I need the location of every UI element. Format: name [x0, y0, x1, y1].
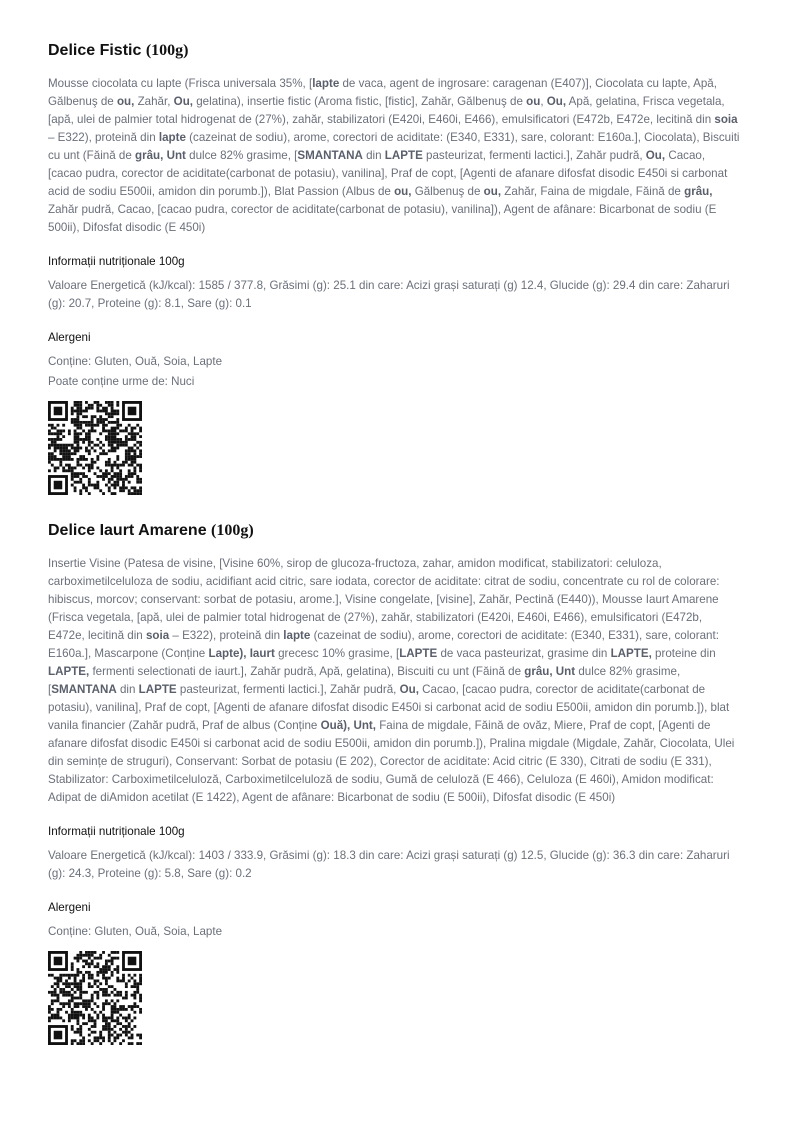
product-delice-fistic: [48, 40, 742, 495]
allergens-contains: Conține: Gluten, Ouă, Soia, Lapte: [48, 355, 223, 368]
product-title: [48, 520, 742, 542]
nutrition-title: Informații nutriționale 100g: [48, 255, 185, 268]
qr-code[interactable]: [48, 401, 142, 495]
allergens-title: Alergeni: [48, 901, 91, 914]
qr-code[interactable]: [48, 951, 142, 1045]
product-delice-iaurt-amarene: [48, 520, 742, 1045]
allergens-title: Alergeni: [48, 331, 91, 344]
nutrition-values: Valoare Energetică (kJ/kcal): 1585 / 377.8, Grăsimi (g): 25.1 din care: Acizi grași saturați (g) 12.4, Glucide (g): 29.4 din care: Zaharuri (g): 20.7, Proteine (g): 8.1, Sare (g): 0.1: [48, 279, 730, 310]
allergens-traces: Poate conține urme de: Nuci: [48, 375, 195, 388]
ingredients-text: Mousse ciocolata cu lapte (Frisca universala 35%, [lapte de vaca, agent de ingrosare: caragenan (E407)], Ciocolata cu lapte, Apă, Gălbenuş de ou, Zahăr, Ou, gelatina), insertie fistic (Aroma fistic, [fistic], Zahăr, Gălbenuş de ou, Ou, Apă, gelatina, Frisca vegetala, [apă, ulei de palmier total hidrogenat de (27%), zahăr, stabilizatori (E420i, E460i, E466), emulsificatori (E472b, E472e, lecitină din soia – E322), proteină din lapte (cazeinat de sodiu), arome, corectori de aciditate: (E340, E331), sare, colorant: E160a.], Ciocolata), Biscuiti cu unt (Făină de grâu, Unt dulce 82% grasime, [SMANTANA din LAPTE pasteurizat, fermenti lactici.], Zahăr pudră, Ou, Cacao, [cacao pudra, corector de aciditate(carbonat de potasiu), vanilina], Praf de copt, [Agenti de afanare difosfat disodic E450i si carbonat acid de sodiu E500ii, amidon din porumb.]), Blat Passion (Albus de ou, Gălbenuş de ou, Zahăr, Faina de migdale, Făină de grâu, Zahăr pudră, Cacao, [cacao pudra, corector de aciditate(carbonat de potasiu), vanilina]), Agent de afânare: Bicarbonat de sodiu (E 500ii), Difosfat disodic (E 450i): [48, 77, 740, 234]
ingredients-text: Insertie Visine (Patesa de visine, [Visine 60%, sirop de glucoza-fructoza, zahar, amidon modificat, stabilizatori: celuloza, carboximetilceluloza de sodiu, acidifiant acid citric, sare iodata, corector de aciditate: citrat de sodiu, concentrate cu rol de colorare: hibiscus, morcov; conservant: sorbat de potasiu, arome.], Visine congelate, [visine], Zahăr, Pectină (E440)), Mousse Iaurt Amarene (Frisca vegetala, [apă, ulei de palmier total hidrogenat de (27%), zahăr, stabilizatori (E420i, E460i, E466), emulsificatori (E472b, E472e, lecitină din soia – E322), proteină din lapte (cazeinat de sodiu), arome, corectori de aciditate: (E340, E331), sare, colorant: E160a.], Mascarpone (Conține Lapte), Iaurt grecesc 10% grasime, [LAPTE de vaca pasteurizat, grasime din LAPTE, proteine din LAPTE, fermenti selectionati de iaurt.], Zahăr pudră, Apă, gelatina), Biscuiti cu unt (Făină de grâu, Unt dulce 82% grasime, [SMANTANA din LAPTE pasteurizat, fermenti lactici.], Zahăr pudră, Ou, Cacao, [cacao pudra, corector de aciditate(carbonat de potasiu), vanilina], Praf de copt, [Agenti de afanare difosfat disodic E450i si carbonat acid de sodiu E500ii, amidon din porumb.]), blat vanila financier (Zahăr pudră, Praf de albus (Conține Ouă), Unt, Faina de migdale, Făină de ovăz, Miere, Praf de copt, [Agenti de afanare difosfat disodic E450i si carbonat acid de sodiu E500ii, amidon din porumb.]), Pralina migdale (Migdale, Zahăr, Ciocolata, Ulei din semințe de struguri), Conservant: Sorbat de potasiu (E 202), Corector de aciditate: Acid citric (E 330), Citrati de sodiu (E 331), Stabilizator: Carboximetilceluloză, Carboximetilceluloză de sodiu, Gumă de celuloză (E 466), Celuloza (E 460i), Amidon modificat: Adipat de diAmidon acetilat (E 1422), Agent de afânare: Bicarbonat de sodiu (E 500ii), Difosfat disodic (E 450i): [48, 557, 735, 804]
product-name: Delice Iaurt Amarene: [48, 522, 207, 539]
nutrition-title: Informații nutriționale 100g: [48, 825, 185, 838]
nutrition-values: Valoare Energetică (kJ/kcal): 1403 / 333.9, Grăsimi (g): 18.3 din care: Acizi grași saturați (g) 12.5, Glucide (g): 36.3 din care: Zaharuri (g): 24.3, Proteine (g): 5.8, Sare (g): 0.2: [48, 849, 730, 880]
product-weight: (100g): [145, 42, 189, 59]
product-weight: (100g): [211, 522, 254, 539]
allergens-contains: Conține: Gluten, Ouă, Soia, Lapte: [48, 925, 223, 938]
product-title: [48, 40, 742, 62]
product-name: Delice Fistic: [48, 42, 142, 59]
